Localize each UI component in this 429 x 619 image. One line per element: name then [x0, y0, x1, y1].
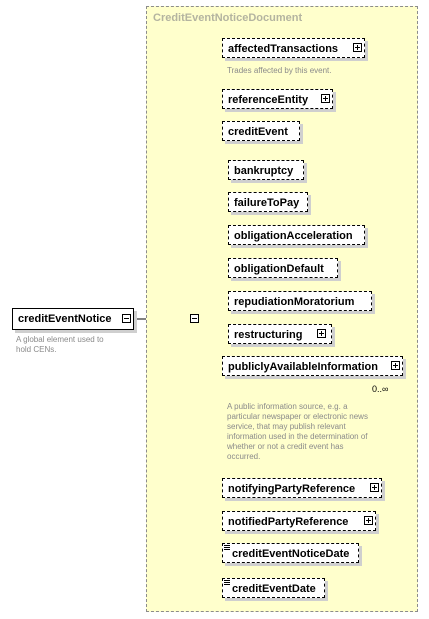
- expand-icon[interactable]: [353, 43, 362, 52]
- element-label: restructuring: [234, 329, 303, 341]
- root-doc-line-2: hold CENs.: [16, 345, 57, 354]
- collapse-icon[interactable]: [122, 314, 131, 323]
- choice-element-failureToPay[interactable]: [228, 192, 308, 212]
- expand-icon[interactable]: [317, 329, 326, 338]
- element-creditEvent[interactable]: [222, 121, 300, 141]
- simple-content-icon: [224, 580, 230, 585]
- cardinality-label: 0..∞: [372, 384, 389, 394]
- root-doc-line-1: A global element used to: [16, 335, 104, 344]
- expand-icon[interactable]: [370, 483, 379, 492]
- choice-element-bankruptcy[interactable]: [228, 160, 304, 180]
- element-affectedTransactions[interactable]: [222, 38, 365, 58]
- simple-content-icon: [224, 545, 230, 550]
- element-label: notifyingPartyReference: [228, 483, 356, 495]
- element-doc-line-6: occurred.: [227, 452, 261, 461]
- element-doc-line-5: whether or not a credit event has: [227, 442, 344, 451]
- expand-icon[interactable]: [391, 361, 400, 370]
- element-notifyingPartyReference[interactable]: [222, 478, 382, 498]
- element-label: affectedTransactions: [228, 43, 339, 55]
- element-label: repudiationMoratorium: [234, 296, 355, 308]
- element-label: creditEvent: [228, 126, 288, 138]
- root-element-creditEventNotice[interactable]: [12, 308, 134, 330]
- element-publiclyAvailableInformation[interactable]: [222, 356, 403, 376]
- choice-element-repudiationMoratorium[interactable]: [228, 291, 372, 311]
- element-doc-line-1: A public information source, e.g. a: [227, 402, 348, 411]
- element-doc: Trades affected by this event.: [227, 66, 332, 75]
- element-doc-line-4: information used in the determination of: [227, 432, 368, 441]
- element-doc-line-2: particular newspaper or electronic news: [227, 412, 368, 421]
- element-referenceEntity[interactable]: [222, 89, 333, 109]
- element-label: failureToPay: [234, 197, 300, 209]
- element-label: creditEventNoticeDate: [232, 548, 350, 560]
- element-creditEventDate[interactable]: [222, 578, 325, 598]
- element-creditEventNoticeDate[interactable]: [222, 543, 359, 563]
- element-doc-line-3: service, that may publish relevant: [227, 422, 346, 431]
- element-notifiedPartyReference[interactable]: [222, 511, 376, 531]
- element-label: obligationDefault: [234, 263, 324, 275]
- element-label: creditEventDate: [232, 583, 316, 595]
- element-label: notifiedPartyReference: [228, 516, 349, 528]
- root-element-label: creditEventNotice: [18, 313, 112, 325]
- choice-element-obligationDefault[interactable]: [228, 258, 338, 278]
- element-label: obligationAcceleration: [234, 230, 353, 242]
- choice-element-obligationAcceleration[interactable]: [228, 225, 365, 245]
- element-label: bankruptcy: [234, 165, 294, 177]
- expand-icon[interactable]: [364, 516, 373, 525]
- element-label: publiclyAvailableInformation: [228, 361, 378, 373]
- expand-icon[interactable]: [321, 94, 330, 103]
- complex-type-title: CreditEventNoticeDocument: [153, 12, 303, 24]
- element-label: referenceEntity: [228, 94, 309, 106]
- sequence-collapse-icon[interactable]: [190, 314, 199, 323]
